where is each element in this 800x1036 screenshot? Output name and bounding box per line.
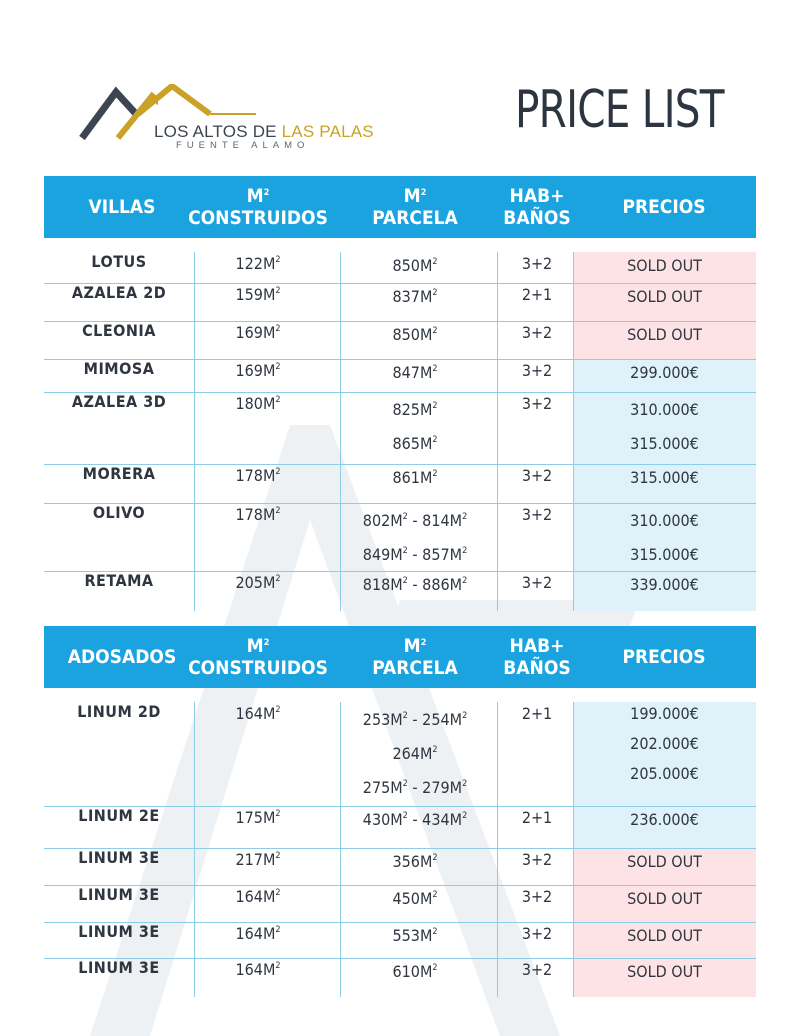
price-value: 202.000€	[630, 734, 699, 753]
column-divider	[573, 252, 574, 611]
price-value: 205.000€	[630, 764, 699, 783]
price-value: 315.000€	[630, 468, 699, 487]
built-area: $175M^2$	[235, 808, 281, 827]
roof-gold-icon	[138, 84, 258, 124]
plot-area: $553M^2$	[392, 926, 438, 945]
column-divider	[340, 702, 341, 997]
table-row	[44, 571, 756, 611]
model-name: LINUM 3E	[78, 922, 160, 941]
built-area: $178M^2$	[235, 505, 281, 524]
plot-area: $850M^2$	[392, 256, 438, 275]
rooms-baths: 3+2	[521, 323, 553, 342]
model-name: LOTUS	[91, 252, 147, 271]
model-name: LINUM 2D	[77, 702, 161, 721]
price-value: 315.000€	[630, 545, 699, 564]
header-type: VILLAS	[88, 196, 156, 218]
table-row	[44, 806, 756, 848]
rooms-baths: 3+2	[521, 850, 553, 869]
plot-area: $850M^2$	[392, 325, 438, 344]
plot-area: $849M^2 - 857M^2$	[362, 545, 468, 564]
model-name: RETAMA	[84, 571, 154, 590]
header-plot: $M^2$ PARCELA	[372, 635, 458, 679]
model-name: LINUM 3E	[78, 848, 160, 867]
header-type: ADOSADOS	[67, 646, 177, 668]
sold-out-label: SOLD OUT	[627, 325, 702, 344]
header-price: PRECIOS	[622, 646, 706, 668]
rooms-baths: 3+2	[521, 960, 553, 979]
price-value: 310.000€	[630, 511, 699, 530]
table-row	[44, 922, 756, 958]
header-price: PRECIOS	[622, 196, 706, 218]
plot-area: $837M^2$	[392, 287, 438, 306]
plot-area: $264M^2$	[392, 744, 438, 763]
villas-table	[44, 176, 756, 611]
built-area: $217M^2$	[235, 850, 281, 869]
plot-area: $861M^2$	[392, 468, 438, 487]
company-logo	[78, 84, 378, 154]
table-row	[44, 252, 756, 283]
logo-subtitle: FUENTE ALAMO	[176, 140, 310, 151]
price-value: 315.000€	[630, 434, 699, 453]
built-area: $164M^2$	[235, 960, 281, 979]
rooms-baths: 3+2	[521, 254, 553, 273]
plot-area: $865M^2$	[392, 434, 438, 453]
column-divider	[194, 252, 195, 611]
adosados-table-header	[44, 626, 756, 688]
rooms-baths: 3+2	[521, 505, 553, 524]
sold-out-label: SOLD OUT	[627, 852, 702, 871]
built-area: $178M^2$	[235, 466, 281, 485]
table-row	[44, 958, 756, 997]
model-name: MIMOSA	[83, 359, 155, 378]
built-area: $205M^2$	[235, 573, 281, 592]
table-row	[44, 503, 756, 571]
adosados-table	[44, 626, 756, 997]
price-value: 236.000€	[630, 810, 699, 829]
column-divider	[194, 702, 195, 997]
page-title: PRICE LIST	[515, 80, 724, 140]
rooms-baths: 3+2	[521, 361, 553, 380]
built-area: $180M^2$	[235, 394, 281, 413]
header-built: $M^2$ CONSTRUIDOS	[188, 185, 328, 229]
column-divider	[497, 252, 498, 611]
column-divider	[573, 702, 574, 997]
header-plot: $M^2$ PARCELA	[372, 185, 458, 229]
sold-out-label: SOLD OUT	[627, 926, 702, 945]
sold-out-label: SOLD OUT	[627, 287, 702, 306]
column-divider	[340, 252, 341, 611]
rooms-baths: 3+2	[521, 466, 553, 485]
model-name: AZALEA 3D	[71, 392, 167, 411]
plot-area: $802M^2 - 814M^2$	[362, 511, 468, 530]
model-name: LINUM 3E	[78, 958, 160, 977]
rooms-baths: 2+1	[521, 704, 553, 723]
logo-name: LOS ALTOS DE LAS PALAS	[154, 122, 374, 141]
rooms-baths: 2+1	[521, 285, 553, 304]
sold-out-label: SOLD OUT	[627, 256, 702, 275]
villas-table-header	[44, 176, 756, 238]
model-name: LINUM 3E	[78, 885, 160, 904]
price-value: 310.000€	[630, 400, 699, 419]
rooms-baths: 3+2	[521, 573, 553, 592]
plot-area: $430M^2 - 434M^2$	[362, 810, 468, 829]
header-built: $M^2$ CONSTRUIDOS	[188, 635, 328, 679]
plot-area: $847M^2$	[392, 363, 438, 382]
sold-out-label: SOLD OUT	[627, 889, 702, 908]
model-name: CLEONIA	[82, 321, 156, 340]
column-divider	[497, 702, 498, 997]
villas-table-body	[44, 238, 756, 611]
plot-area: $450M^2$	[392, 889, 438, 908]
header-rooms: HAB+ BAÑOS	[503, 185, 571, 229]
table-row	[44, 848, 756, 885]
model-name: OLIVO	[92, 503, 146, 522]
table-row	[44, 392, 756, 464]
plot-area: $610M^2$	[392, 962, 438, 981]
plot-area: $818M^2 - 886M^2$	[362, 575, 468, 594]
table-row	[44, 885, 756, 922]
table-row	[44, 464, 756, 503]
sold-out-label: SOLD OUT	[627, 962, 702, 981]
model-name: MORERA	[82, 464, 156, 483]
model-name: AZALEA 2D	[71, 283, 167, 302]
price-value: 339.000€	[630, 575, 699, 594]
rooms-baths: 3+2	[521, 924, 553, 943]
model-name: LINUM 2E	[78, 806, 160, 825]
table-row	[44, 283, 756, 321]
rooms-baths: 2+1	[521, 808, 553, 827]
table-row	[44, 702, 756, 806]
built-area: $122M^2$	[235, 254, 281, 273]
built-area: $169M^2$	[235, 323, 281, 342]
adosados-table-body	[44, 688, 756, 997]
plot-area: $275M^2 - 279M^2$	[362, 778, 468, 797]
rooms-baths: 3+2	[521, 887, 553, 906]
plot-area: $356M^2$	[392, 852, 438, 871]
plot-area: $253M^2 - 254M^2$	[362, 710, 468, 729]
rooms-baths: 3+2	[521, 394, 553, 413]
built-area: $164M^2$	[235, 924, 281, 943]
built-area: $164M^2$	[235, 887, 281, 906]
table-row	[44, 359, 756, 392]
price-value: 299.000€	[630, 363, 699, 382]
built-area: $169M^2$	[235, 361, 281, 380]
built-area: $159M^2$	[235, 285, 281, 304]
price-value: 199.000€	[630, 704, 699, 723]
header-rooms: HAB+ BAÑOS	[503, 635, 571, 679]
built-area: $164M^2$	[235, 704, 281, 723]
plot-area: $825M^2$	[392, 400, 438, 419]
table-row	[44, 321, 756, 359]
